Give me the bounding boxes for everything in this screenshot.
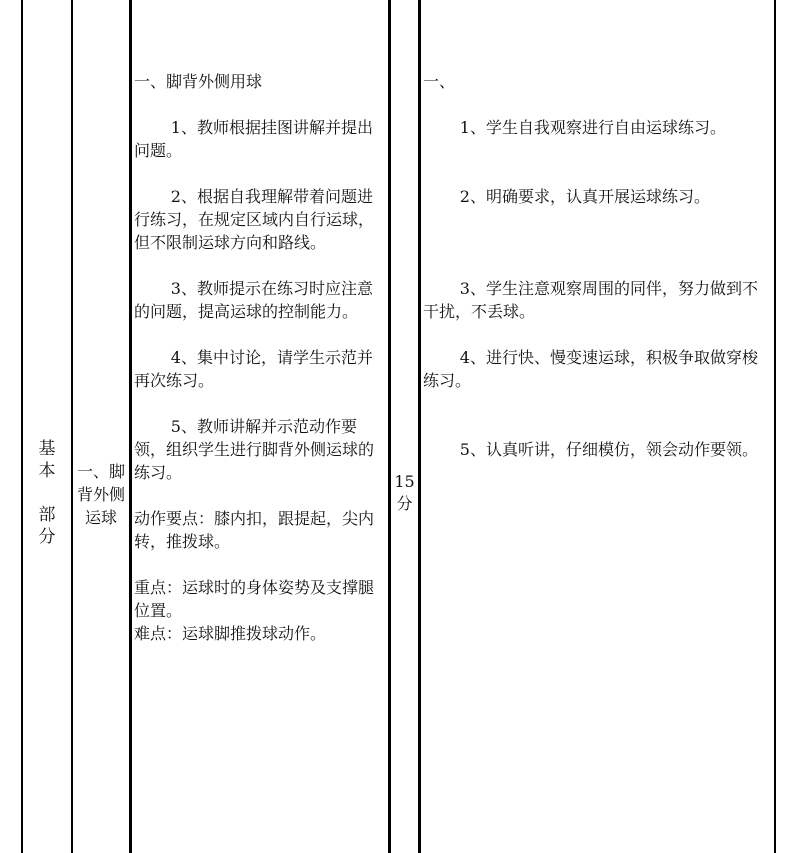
teacher-step-5: 5、教师讲解并示范动作要领，组织学生进行脚背外侧运球的练习。 — [134, 417, 375, 482]
teacher-activities — [134, 70, 387, 645]
teacher-difficulty: 难点：运球脚推拨球动作。 — [134, 624, 327, 643]
table-divider-3 — [388, 0, 391, 853]
teacher-focus: 重点：运球时的身体姿势及支撑腿位置。 — [134, 578, 375, 620]
student-activities — [423, 70, 773, 461]
section-char: 分 — [38, 527, 56, 547]
topic-label — [73, 460, 129, 529]
table-divider-1 — [71, 0, 73, 853]
teacher-step-4: 4、集中讨论，请学生示范并再次练习。 — [134, 348, 373, 390]
time-cell — [391, 471, 418, 515]
teacher-step-2: 2、根据自我理解带着问题进行练习，在规定区域内自行运球，但不限制运球方向和路线。 — [134, 187, 375, 252]
section-char: 部 — [38, 505, 56, 525]
table-divider-4 — [418, 0, 421, 853]
section-char: 本 — [38, 461, 56, 481]
table-border-right — [774, 0, 776, 853]
student-heading: 一、 — [423, 72, 456, 91]
section-char: 基 — [38, 439, 56, 459]
teacher-step-1: 1、教师根据挂图讲解并提出问题。 — [134, 118, 373, 160]
teacher-key-points: 动作要点：膝内扣，跟提起，尖内转，推拨球。 — [134, 509, 375, 551]
student-step-3: 3、学生注意观察周围的同伴，努力做到不干扰，不丢球。 — [423, 279, 758, 321]
student-step-5: 5、认真听讲，仔细模仿，领会动作要领。 — [459, 440, 758, 459]
teacher-heading: 一、脚背外侧用球 — [134, 72, 263, 91]
student-step-1: 1、学生自我观察进行自由运球练习。 — [459, 118, 726, 137]
student-step-4: 4、进行快、慢变速运球，积极争取做穿梭练习。 — [423, 348, 758, 390]
table-border-left — [21, 0, 23, 853]
time-unit: 分 — [396, 494, 413, 513]
student-step-2: 2、明确要求，认真开展运球练习。 — [459, 187, 710, 206]
time-value: 15 — [394, 472, 415, 491]
teacher-step-3: 3、教师提示在练习时应注意的问题，提高运球的控制能力。 — [134, 279, 373, 321]
section-label — [23, 438, 71, 548]
topic-line: 一、脚 — [76, 462, 125, 481]
topic-line: 背外侧 — [76, 485, 125, 504]
topic-line: 运球 — [84, 508, 117, 527]
table-divider-2 — [129, 0, 132, 853]
